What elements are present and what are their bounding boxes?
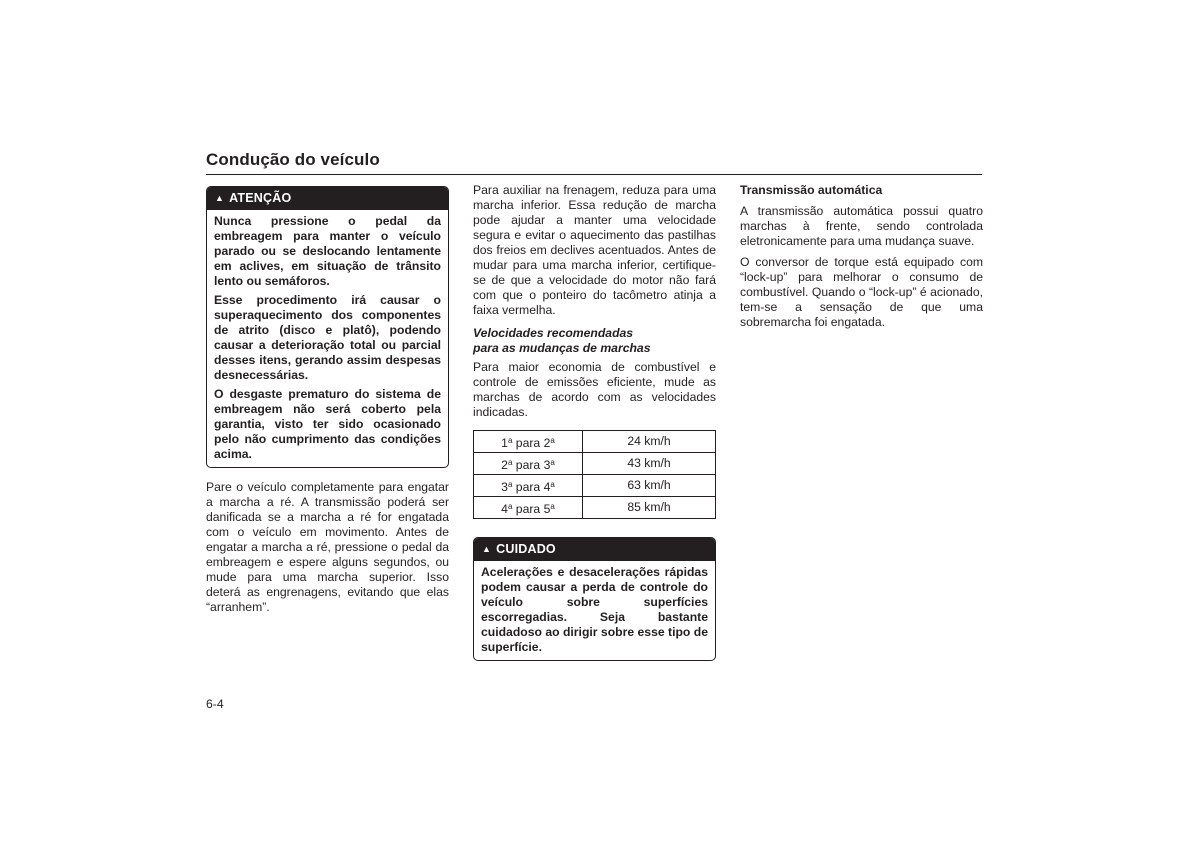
left-column	[206, 186, 449, 615]
automatic-transmission-heading: Transmissão automática	[740, 183, 883, 197]
speed-cell: 85 km/h	[583, 497, 716, 519]
warning-triangle-icon: ▲	[482, 544, 492, 554]
automatic-transmission-paragraph: O conversor de torque está equipado com “lock-up” para melhorar o consumo de combustível. Quando o “lock-up” é acionado, tem-se a sensação de que uma sobremarcha foi engatada.	[740, 255, 983, 329]
caution-title: CUIDADO	[496, 542, 556, 556]
automatic-transmission-paragraph: A transmissão automática possui quatro marchas à frente, sendo controlada eletronicamente para uma mudança suave.	[740, 204, 983, 248]
warning-paragraph: O desgaste prematuro do sistema de embreagem não será coberto pela garantia, visto ter sido ocasionado pelo não cumprimento das condições acima.	[214, 387, 441, 461]
warning-box	[206, 186, 449, 468]
speed-cell: 43 km/h	[583, 453, 716, 475]
warning-triangle-icon: ▲	[215, 193, 225, 203]
recommended-speeds-heading	[473, 326, 716, 356]
table-row	[474, 431, 716, 453]
speed-cell: 63 km/h	[583, 475, 716, 497]
speed-cell: 24 km/h	[583, 431, 716, 453]
page-number: 6-4	[206, 697, 224, 711]
header-rule	[206, 174, 982, 175]
warning-title: ATENÇÃO	[229, 191, 292, 205]
gear-change-cell: 3$^a$ para 4$^a$	[474, 475, 583, 497]
recommended-speeds-heading-line: para as mudanças de marchas	[473, 341, 651, 355]
right-column	[740, 183, 983, 336]
warning-paragraph: Esse procedimento irá causar o superaquecimento dos componentes de atrito (disco e platô), podendo causar a deterioração total ou parcial desses itens, gerando assim despesas desnecessárias.	[214, 293, 441, 382]
caution-text: Acelerações e desacelerações rápidas podem causar a perda de controle do veículo sobre superfícies escorregadias. Seja bastante cuidadoso ao dirigir sobre esse tipo de superfície.	[481, 565, 708, 654]
section-title: Condução do veículo	[206, 150, 380, 169]
speed-table	[473, 430, 716, 519]
warning-header	[207, 187, 448, 210]
warning-body	[207, 210, 448, 467]
caution-box	[473, 537, 716, 661]
recommended-speeds-text: Para maior economia de combustível e controle de emissões eficiente, mude as marchas de acordo com as velocidades indicadas.	[473, 360, 716, 419]
reverse-gear-text: Pare o veículo completamente para engatar a marcha a ré. A transmissão poderá ser danificada se a marcha a ré for engatada com o veículo em movimento. Antes de engatar a marcha a ré, pressione o pedal da embreagem e espere alguns segundos, ou mude para uma marcha superior. Isso deterá as engrenagens, evitando que elas “arranhem”.	[206, 480, 449, 614]
table-row	[474, 453, 716, 475]
table-row	[474, 497, 716, 519]
gear-change-cell: 2$^a$ para 3$^a$	[474, 453, 583, 475]
warning-paragraph: Nunca pressione o pedal da embreagem para manter o veículo parado ou se deslocando lentamente em aclives, em situação de trânsito lento ou semáforos.	[214, 214, 441, 288]
middle-column	[473, 183, 716, 661]
table-row	[474, 475, 716, 497]
gear-change-cell: 4$^a$ para 5$^a$	[474, 497, 583, 519]
caution-header	[474, 538, 715, 561]
recommended-speeds-heading-line: Velocidades recomendadas	[473, 326, 634, 340]
caution-body	[474, 561, 715, 660]
downshift-text: Para auxiliar na frenagem, reduza para uma marcha inferior. Essa redução de marcha pode ajudar a manter uma velocidade segura e evitar o aquecimento das pastilhas dos freios em declives acentuados. Antes de mudar para uma marcha inferior, certifique-se de que a velocidade do motor não fará com que o ponteiro do tacômetro atinja a faixa vermelha.	[473, 183, 716, 317]
gear-change-cell: 1$^a$ para 2$^a$	[474, 431, 583, 453]
